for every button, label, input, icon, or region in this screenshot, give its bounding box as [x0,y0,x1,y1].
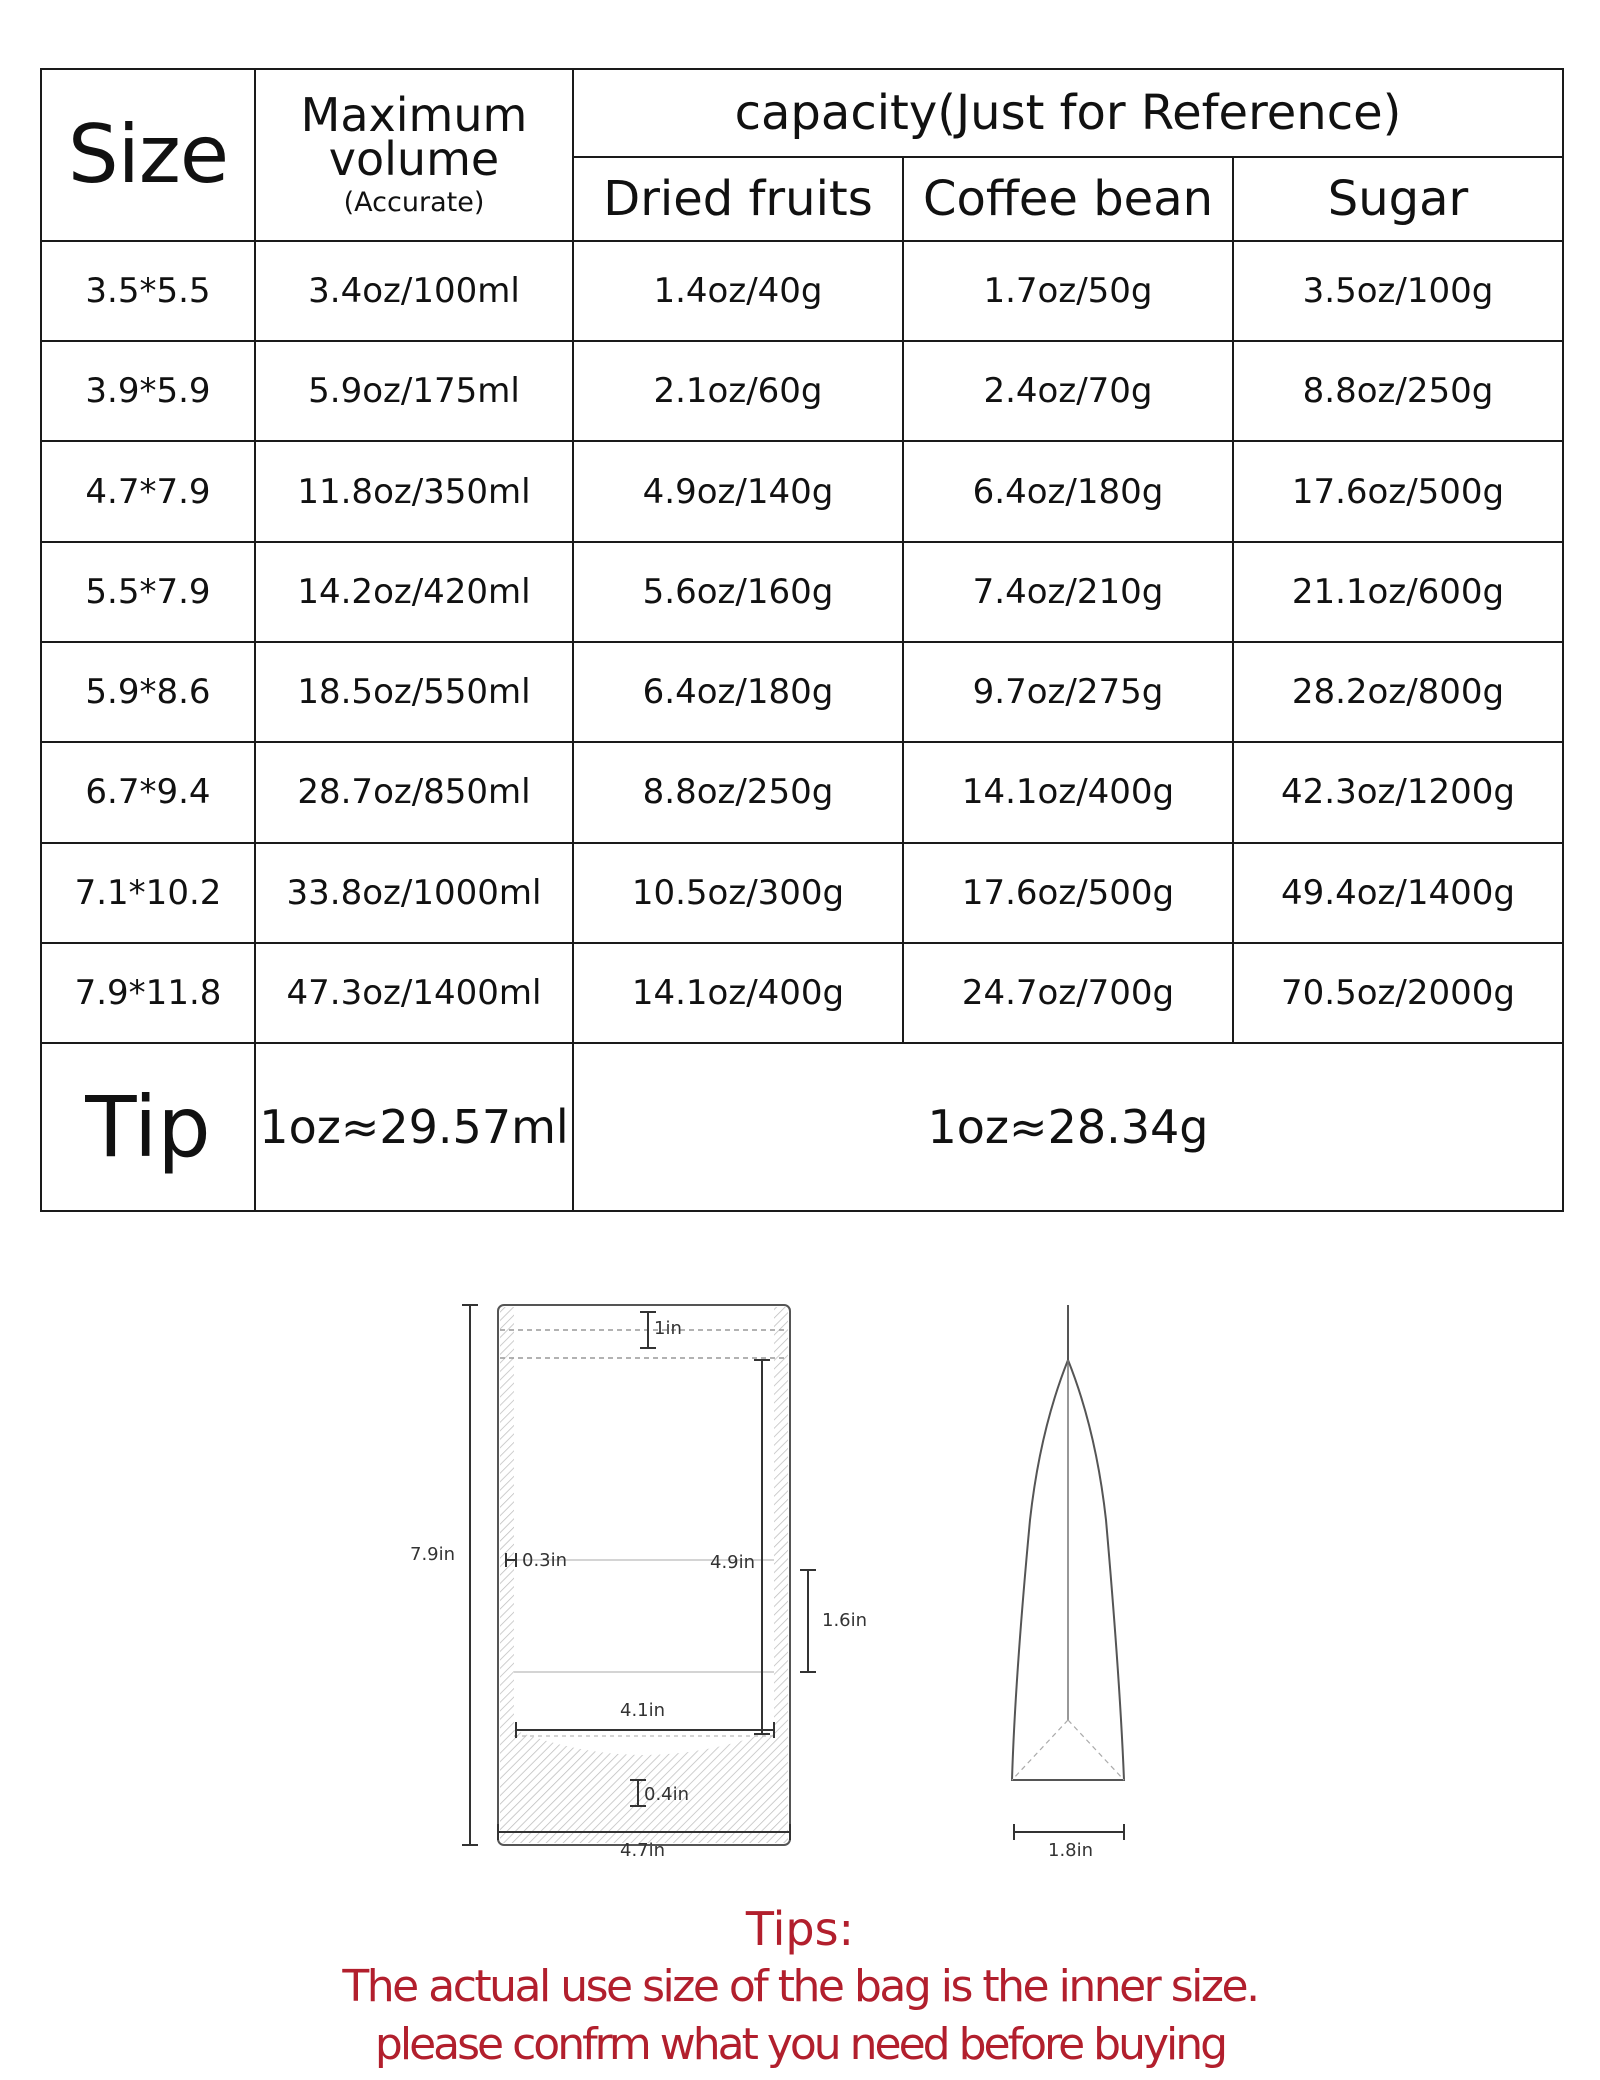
cell-sugar: 28.2oz/800g [1233,642,1563,742]
table-row [41,742,1563,842]
cell-dried-fruits: 1.4oz/40g [573,241,903,341]
cell-size: 5.5*7.9 [41,542,255,642]
dim-inner-height-label: 4.9in [710,1552,756,1573]
bag-dimension-diagram [0,1260,1600,1860]
header-size: Size [41,69,255,241]
cell-volume: 5.9oz/175ml [255,341,573,441]
table-row [41,542,1563,642]
cell-sugar: 49.4oz/1400g [1233,843,1563,943]
cell-size: 3.9*5.9 [41,341,255,441]
cell-sugar: 17.6oz/500g [1233,441,1563,541]
dim-side-gap [800,1570,867,1672]
header-max-volume-sub: (Accurate) [343,186,485,218]
header-max-volume-label: Maximum volume [300,88,528,187]
table-row [41,943,1563,1043]
cell-volume: 14.2oz/420ml [255,542,573,642]
header-coffee-bean: Coffee bean [903,157,1233,241]
cell-coffee-bean: 14.1oz/400g [903,742,1233,842]
dim-gusset-label: 1.8in [1048,1840,1094,1860]
dim-side-gap-label: 1.6in [822,1610,868,1631]
cell-dried-fruits: 10.5oz/300g [573,843,903,943]
cell-sugar: 8.8oz/250g [1233,341,1563,441]
cell-dried-fruits: 14.1oz/400g [573,943,903,1043]
tips-title: Tips: [745,1902,855,1956]
tip-row [41,1043,1563,1211]
header-max-volume [255,69,573,241]
cell-volume: 33.8oz/1000ml [255,843,573,943]
header-dried-fruits: Dried fruits [573,157,903,241]
capacity-table [40,68,1564,1212]
cell-size: 7.1*10.2 [41,843,255,943]
table-row [41,642,1563,742]
cell-coffee-bean: 17.6oz/500g [903,843,1233,943]
bag-diagram-svg [0,1260,1600,1860]
capacity-table-wrapper [40,68,1564,1212]
table-row [41,241,1563,341]
tips-line-2: please confrm what you need before buying [374,2019,1226,2070]
cell-sugar: 70.5oz/2000g [1233,943,1563,1043]
bag-side-view [1012,1305,1124,1780]
cell-coffee-bean: 2.4oz/70g [903,341,1233,441]
cell-size: 7.9*11.8 [41,943,255,1043]
cell-dried-fruits: 8.8oz/250g [573,742,903,842]
dim-height [410,1305,478,1845]
cell-dried-fruits: 4.9oz/140g [573,441,903,541]
table-row [41,441,1563,541]
cell-coffee-bean: 7.4oz/210g [903,542,1233,642]
cell-size: 5.9*8.6 [41,642,255,742]
cell-size: 3.5*5.5 [41,241,255,341]
dim-height-label: 7.9in [410,1544,456,1565]
cell-volume: 11.8oz/350ml [255,441,573,541]
dim-gusset [1014,1824,1124,1860]
cell-size: 4.7*7.9 [41,441,255,541]
tip-volume: 1oz≈29.57ml [255,1043,573,1211]
cell-volume: 18.5oz/550ml [255,642,573,742]
cell-volume: 3.4oz/100ml [255,241,573,341]
header-sugar: Sugar [1233,157,1563,241]
cell-volume: 47.3oz/1400ml [255,943,573,1043]
cell-volume: 28.7oz/850ml [255,742,573,842]
cell-dried-fruits: 5.6oz/160g [573,542,903,642]
dim-width-label: 4.7in [620,1840,666,1860]
cell-dried-fruits: 2.1oz/60g [573,341,903,441]
tips-line-1: The actual use size of the bag is the inner size. [342,1961,1258,2012]
tip-weight: 1oz≈28.34g [573,1043,1563,1211]
header-capacity: capacity(Just for Reference) [573,69,1563,157]
dim-bottom-gap [630,1780,689,1806]
cell-size: 6.7*9.4 [41,742,255,842]
cell-coffee-bean: 6.4oz/180g [903,441,1233,541]
cell-sugar: 21.1oz/600g [1233,542,1563,642]
dim-inner-width-label: 4.1in [620,1700,666,1721]
tip-label: Tip [41,1043,255,1211]
cell-sugar: 3.5oz/100g [1233,241,1563,341]
cell-dried-fruits: 6.4oz/180g [573,642,903,742]
table-row [41,843,1563,943]
cell-coffee-bean: 24.7oz/700g [903,943,1233,1043]
tips-section [0,1900,1600,2074]
bag-front-view [498,1305,790,1845]
dim-bottom-gap-label: 0.4in [644,1784,690,1805]
cell-coffee-bean: 1.7oz/50g [903,241,1233,341]
dim-top-gap-label: 1in [654,1318,682,1339]
cell-coffee-bean: 9.7oz/275g [903,642,1233,742]
dim-zip-gap-label: 0.3in [522,1550,568,1571]
cell-sugar: 42.3oz/1200g [1233,742,1563,842]
table-row [41,341,1563,441]
